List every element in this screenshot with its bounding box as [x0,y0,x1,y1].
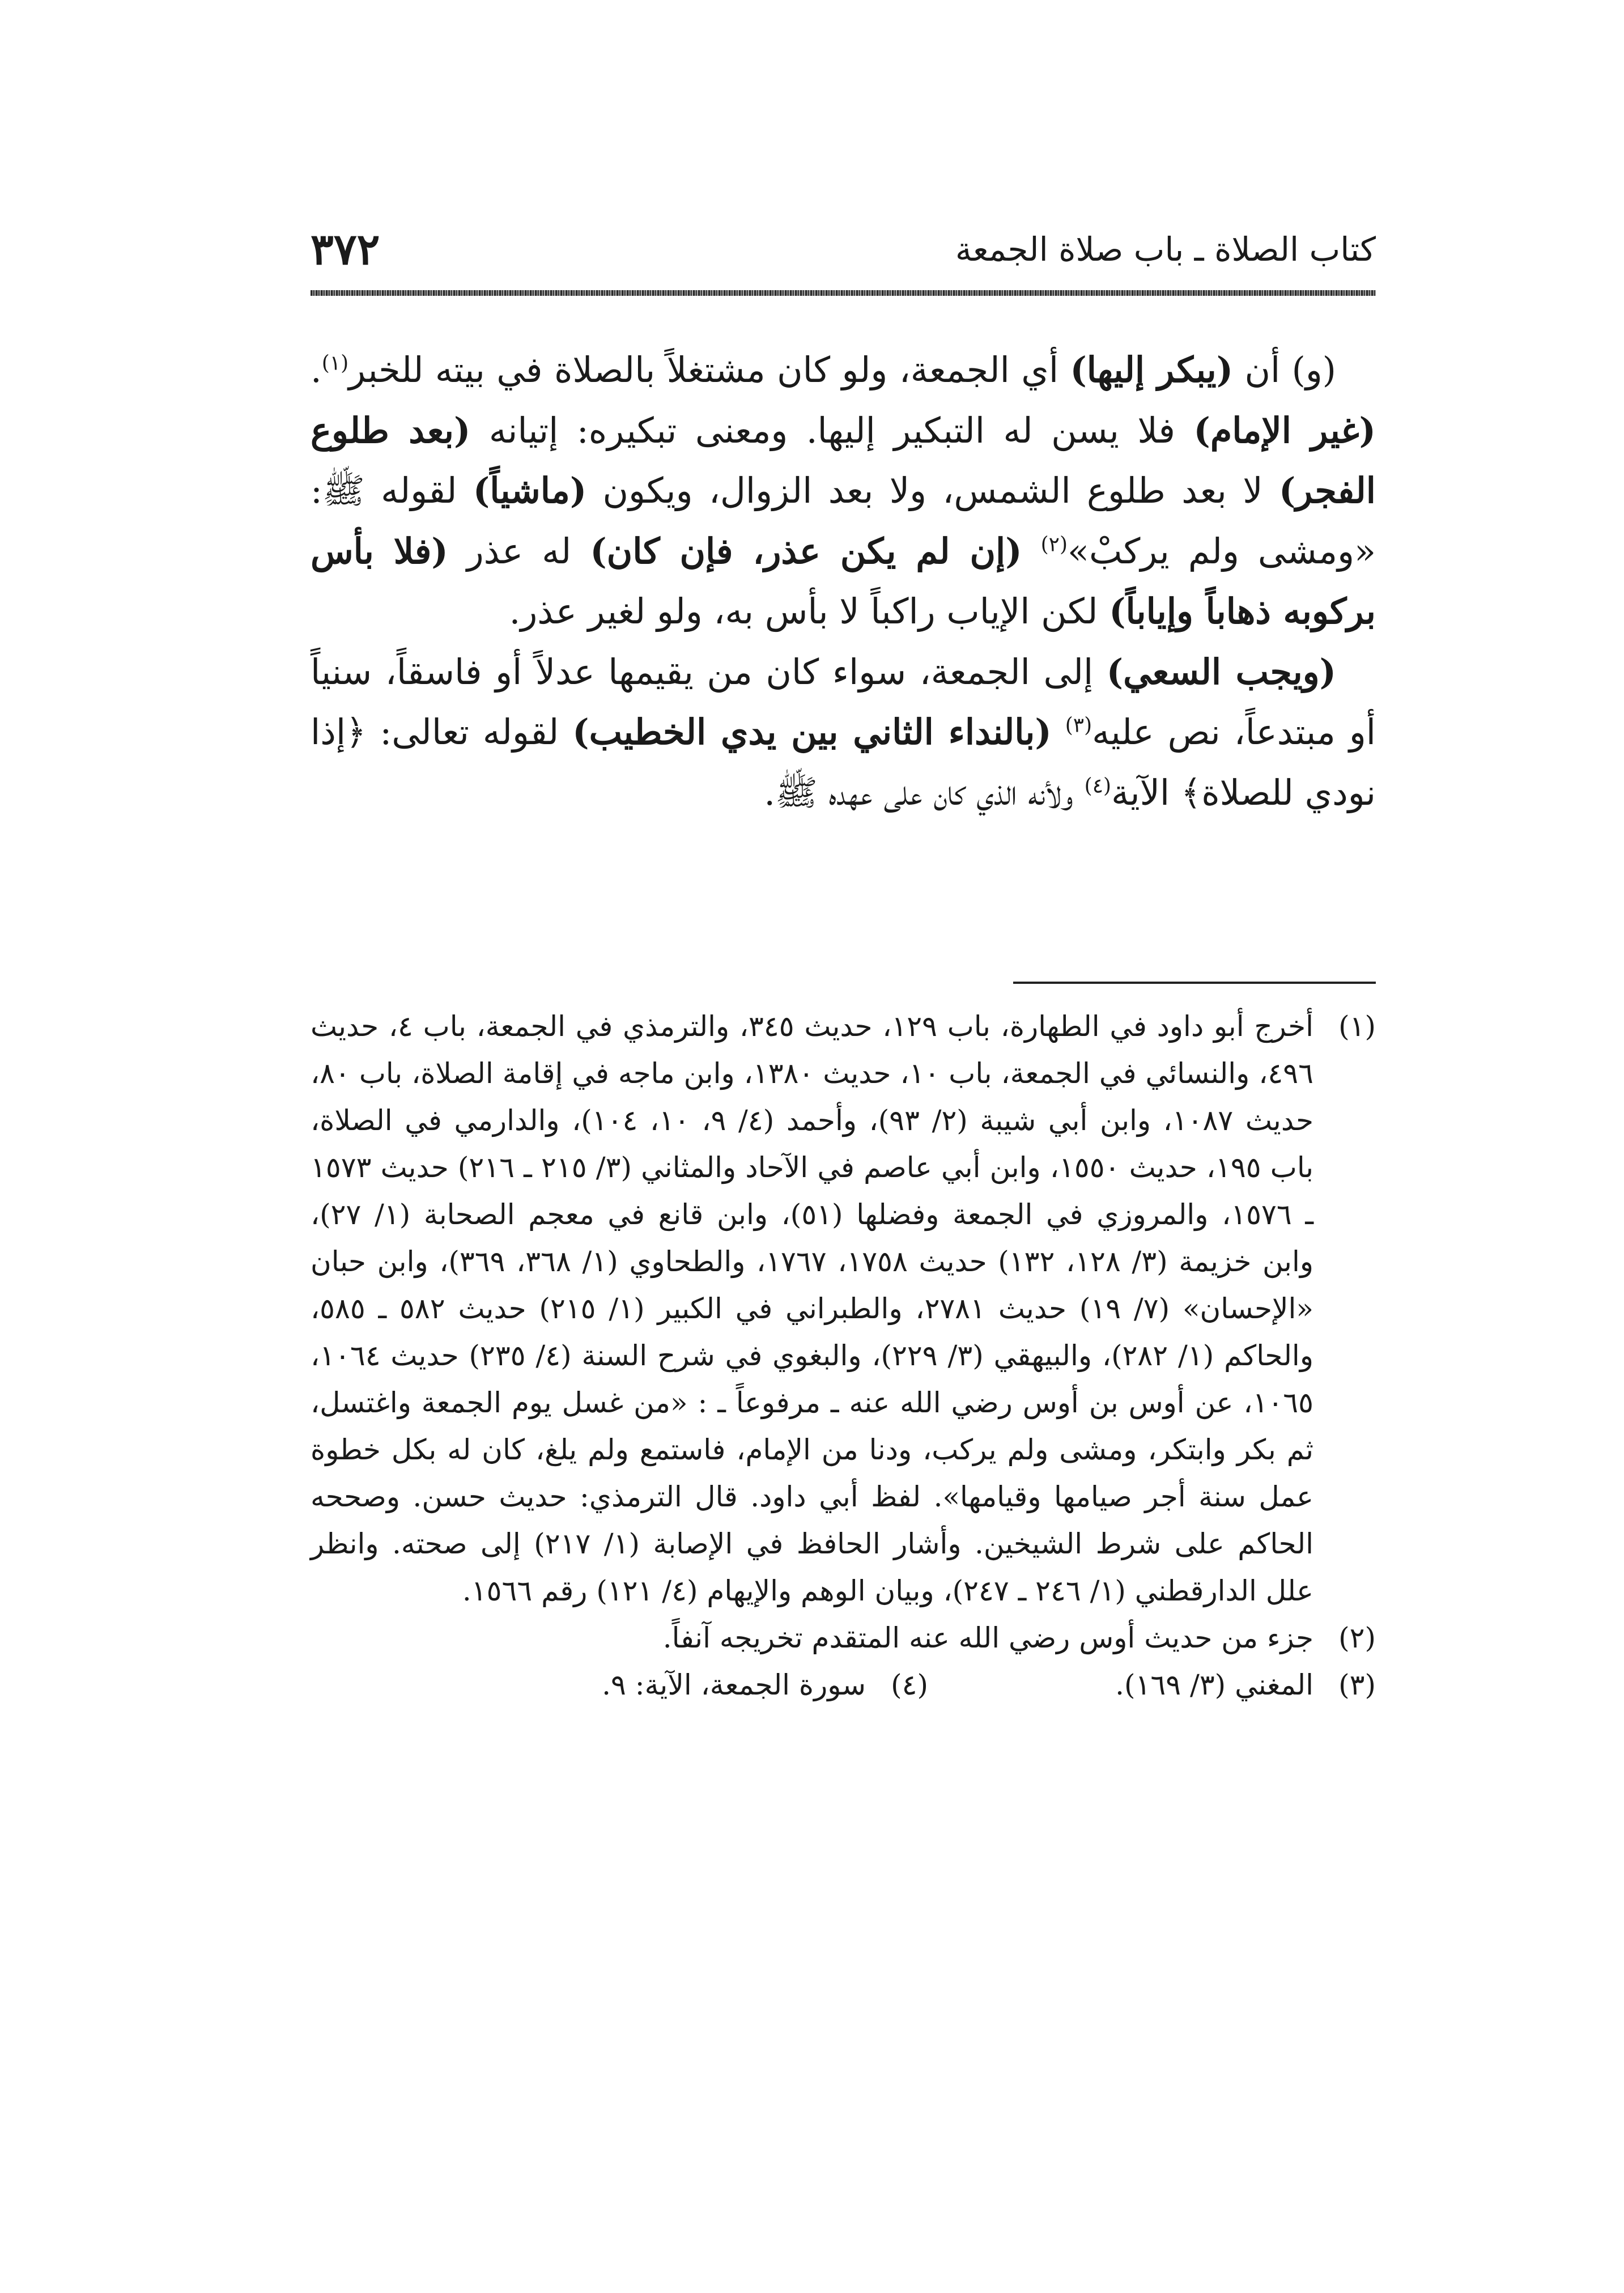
footnote-2 [311,1615,1376,1662]
text-run: له عذر [448,530,590,572]
text-run: لقوله تعالى: ﴿إذا نودي للصلاة﴾ الآية [311,711,1376,813]
bold-term: (يبكر إليها) [1070,349,1234,390]
footnote-1 [311,1003,1376,1615]
footnote-ref: (٢) [1040,532,1068,556]
text-run: أي الجمعة، ولو كان مشتغلاً بالصلاة في بيته للخبر [348,349,1070,390]
footnote-number: (٣) [1338,1668,1376,1701]
page-number: ٣٧٢ [311,224,380,274]
text-run: لكن الإياب راكباً لا بأس به، ولو لغير عذر. [509,591,1109,632]
bold-term: (بعد طلوع الفجر) [311,409,1376,511]
footnote-text: المغني (٣/ ١٦٩). [1115,1668,1313,1701]
text-run: لا بعد طلوع الشمس، ولا بعد الزوال، ويكون [586,470,1279,511]
text-run: . [311,349,322,390]
header-rule [311,290,1376,296]
text-run: إلى الجمعة، سواء كان من يقيمها عدلاً أو فاسقاً، سنياً أو مبتدعاً، نص عليه [311,651,1376,753]
footnote-3 [928,1662,1376,1709]
footnote-ref: (١) [321,351,349,375]
text-run: (و) أن [1233,349,1336,390]
bold-term: (بالنداء الثاني بين يدي الخطيب) [572,711,1052,753]
footnote-text: سورة الجمعة، الآية: ٩. [602,1668,866,1701]
paragraph-1 [311,340,1376,642]
footnote-row [311,1662,1376,1709]
main-text [311,340,1376,823]
footnote-4 [602,1662,928,1709]
text-run: فلا يسن له التبكير إليها. ومعنى تبكيره: إتيانه [470,409,1194,451]
footnote-separator [1013,982,1376,984]
bold-term: (فلا بأس بركوبه ذهاباً وإياباً) [311,530,1376,632]
text-run [1022,530,1041,572]
text-run: ولأنه الذي كان على عهده ﷺ. [764,771,1085,813]
paragraph-2 [311,642,1376,823]
bold-term: (غير الإمام) [1193,409,1376,451]
text-run [1052,711,1065,753]
bold-term: (إن لم يكن عذر، فإن كان) [590,530,1022,572]
footnote-text: أخرج أبو داود في الطهارة، باب ١٢٩، حديث ٣٤٥، والترمذي في الجمعة، باب ٤، حديث ٤٩٦، والنسائي في الجمعة، باب ١٠، حديث ١٣٨٠، وابن ماجه في إقامة الصلاة، باب ٨٠، حديث ١٠٨٧، وابن أبي شيبة (٢/ ٩٣)، وأحمد (٤/ ٩، ١٠، ١٠٤)، والدارمي في الصلاة، باب ١٩٥، حديث ١٥٥٠، وابن أبي عاصم في الآحاد والمثاني (٣/ ٢١٥ ـ ٢١٦) حديث ١٥٧٣ ـ ١٥٧٦، والمروزي في الجمعة وفضلها (٥١)، وابن قانع في معجم الصحابة (١/ ٢٧)، وابن خزيمة (٣/ ١٢٨، ١٣٢) حديث ١٧٥٨، ١٧٦٧، والطحاوي (١/ ٣٦٨، ٣٦٩)، وابن حبان «الإحسان» (٧/ ١٩) حديث ٢٧٨١، والطبراني في الكبير (١/ ٢١٥) حديث ٥٨٢ ـ ٥٨٥، والحاكم (١/ ٢٨٢)، والبيهقي (٣/ ٢٢٩)، والبغوي في شرح السنة (٤/ ٢٣٥) حديث ١٠٦٤، ١٠٦٥، عن أوس بن أوس رضي الله عنه ـ مرفوعاً ـ : «من غسل يوم الجمعة واغتسل، ثم بكر وابتكر، ومشى ولم يركب، ودنا من الإمام، فاستمع ولم يلغ، كان له بكل خطوة عمل سنة أجر صيامها وقيامها». لفظ أبي داود. قال الترمذي: حديث حسن. وصححه الحاكم على شرط الشيخين. وأشار الحافظ في الإصابة (١/ ٢١٧) إلى صحته. وانظر علل الدارقطني (١/ ٢٤٦ ـ ٢٤٧)، وبيان الوهم والإيهام (٤/ ١٢١) رقم ١٥٦٦. [311,1010,1314,1607]
footnote-ref: (٤) [1084,774,1112,797]
footnotes [311,1003,1376,1709]
footnote-number: (١) [1338,1010,1376,1043]
bold-term: (ماشياً) [473,470,587,511]
footnote-ref: (٣) [1065,714,1092,737]
footnote-number: (٢) [1338,1621,1376,1654]
footnote-number: (٤) [891,1668,928,1701]
text-run: لقوله ﷺ: «ومشى ولم يركبْ» [311,470,1376,572]
bold-term: (ويجب السعي) [1106,651,1336,693]
running-title: كتاب الصلاة ـ باب صلاة الجمعة [955,230,1376,269]
footnote-text: جزء من حديث أوس رضي الله عنه المتقدم تخريجه آنفاً. [662,1621,1313,1654]
page-header [311,224,1376,274]
